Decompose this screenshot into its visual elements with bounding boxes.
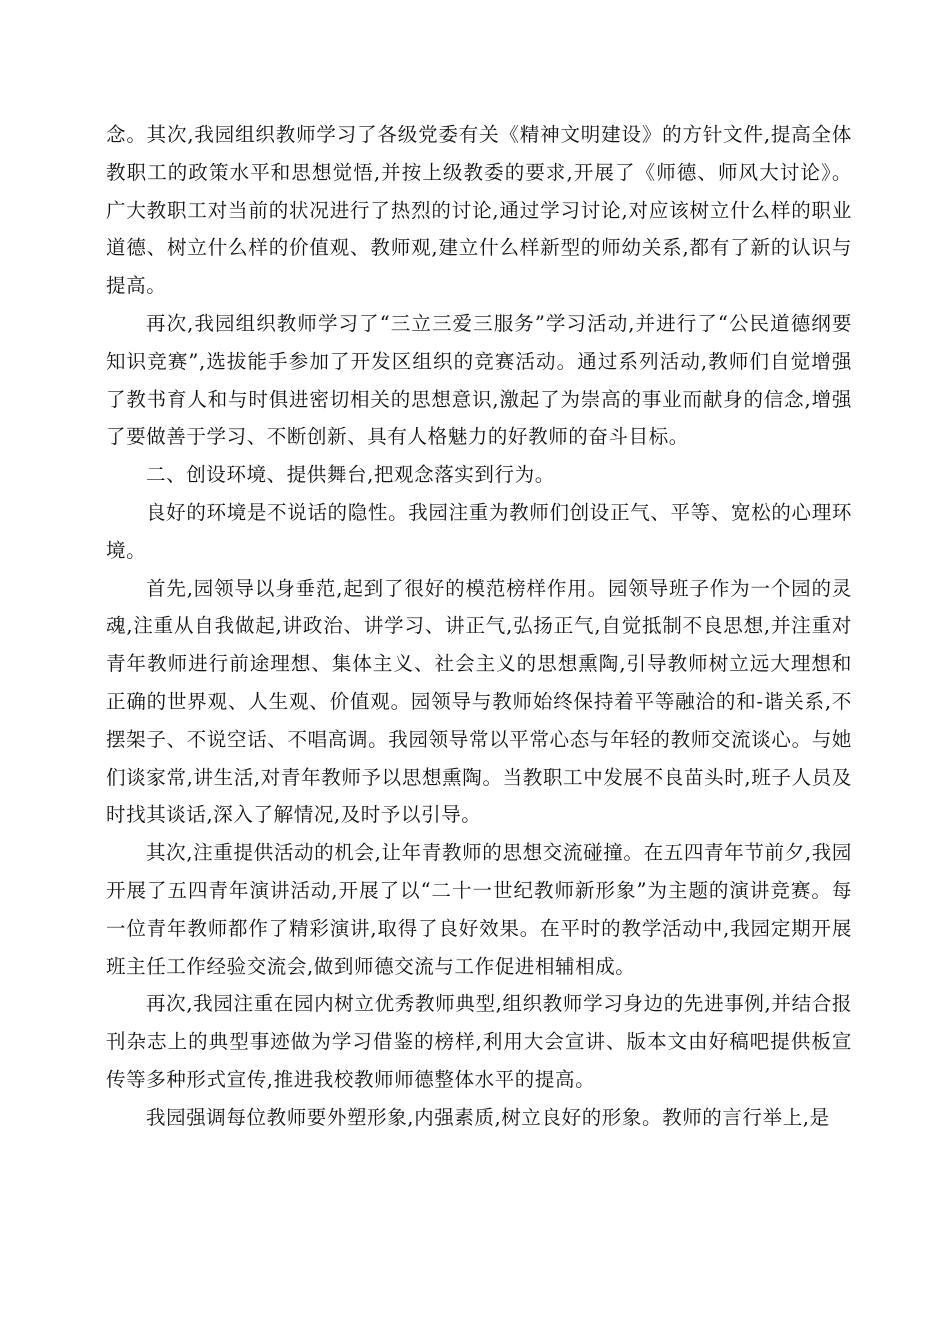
paragraph: 首先,园领导以身垂范,起到了很好的模范榜样作用。园领导班子作为一个园的灵魂,注重从自我做起,讲政治、讲学习、讲正气,弘扬正气,自觉抵制不良思想,并注重对青年教师进行前途理想、集体主义、社会主义的思想熏陶,引导教师树立远大理想和正确的世界观、人生观、价值观。园领导与教师始终保持着平等融洽的和-谐关系,不摆架子、不说空话、不唱高调。我园领导常以平常心态与年轻的教师交流谈心。与她们谈家常,讲生活,对青年教师予以思想熏陶。当教职工中发展不良苗头时,班子人员及时找其谈话,深入了解情况,及时予以引导。	[106, 576, 852, 827]
paragraph: 念。其次,我园组织教师学习了各级党委有关《精神文明建设》的方针文件,提高全体教职工的政策水平和思想觉悟,并按上级教委的要求,开展了《师德、师风大讨论》。广大教职工对当前的状况进行了热烈的讨论,通过学习讨论,对应该树立什么样的职业道德、树立什么样的价值观、教师观,建立什么样新型的师幼关系,都有了新的认识与提高。	[106, 123, 852, 298]
paragraph: 其次,注重提供活动的机会,让年青教师的思想交流碰撞。在五四青年节前夕,我园开展了五四青年演讲活动,开展了以“二十一世纪教师新形象”为主题的演讲竞赛。每一位青年教师都作了精彩演讲,取得了良好效果。在平时的教学活动中,我园定期开展班主任工作经验交流会,做到师德交流与工作促进相辅相成。	[106, 841, 852, 978]
paragraph: 良好的环境是不说话的隐性。我园注重为教师们创设正气、平等、宽松的心理环境。	[106, 500, 852, 562]
paragraph: 我园强调每位教师要外塑形象,内强素质,树立良好的形象。教师的言行举上,是	[146, 1105, 830, 1129]
document-body	[106, 116, 852, 1137]
paragraph: 再次,我园组织教师学习了“三立三爱三服务”学习活动,并进行了“公民道德纲要知识竞赛”,选拔能手参加了开发区组织的竞赛活动。通过系列活动,教师们自觉增强了教书育人和与时俱进密切相关的思想意识,激起了为崇高的事业而献身的信念,增强了要做善于学习、不断创新、具有人格魅力的好教师的奋斗目标。	[106, 311, 852, 449]
section-heading: 二、创设环境、提供舞台,把观念落实到行为。	[146, 463, 555, 487]
paragraph: 再次,我园注重在园内树立优秀教师典型,组织教师学习身边的先进事例,并结合报刊杂志上的典型事迹做为学习借鉴的榜样,利用大会宣讲、版本文由好稿吧提供板宣传等多种形式宣传,推进我校教师师德整体水平的提高。	[106, 992, 852, 1091]
